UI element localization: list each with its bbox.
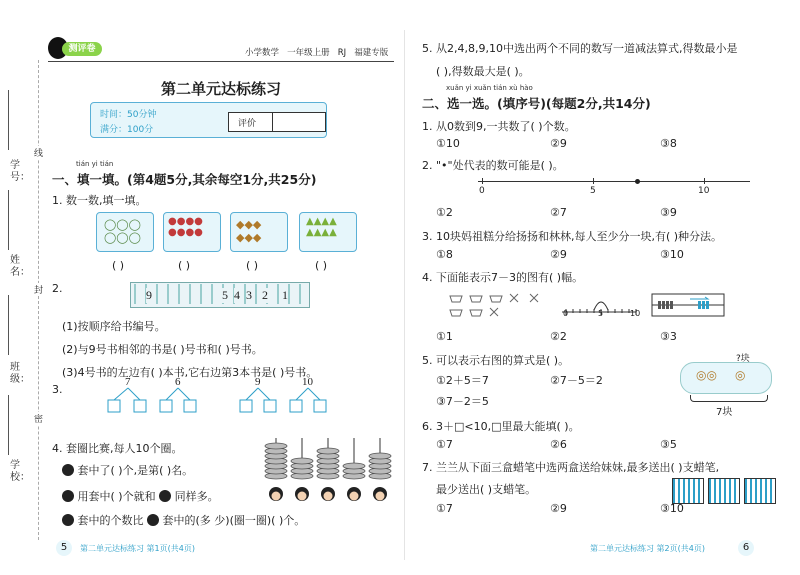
xian-mark: 线 bbox=[34, 146, 43, 159]
number-line-tick-0 bbox=[482, 178, 483, 184]
header-course bbox=[245, 46, 388, 58]
total-label: 7块 bbox=[716, 407, 733, 418]
s2-q7-line1: 7. 兰兰从下面三盒蜡笔中选两盒送给妹妹,最多送出( )支蜡笔, bbox=[422, 461, 720, 474]
s2-q4-opt1: ①1 bbox=[436, 330, 453, 343]
book-4: 4 bbox=[234, 288, 240, 302]
xuehao-label: 学号： bbox=[10, 160, 30, 183]
s2-q7-opt1: ①7 bbox=[436, 502, 453, 515]
feng-mark: 封 bbox=[34, 283, 43, 296]
s1-q2-s2: (2)与9号书相邻的书是( )号书和( )号书。 bbox=[62, 343, 263, 356]
s2-q6-opt1: ①7 bbox=[436, 438, 453, 451]
q4-axis-10: 10 bbox=[630, 309, 641, 318]
hands-picture bbox=[680, 362, 772, 394]
score-info: 满分：100分 bbox=[100, 125, 154, 135]
s1-q4-l1 bbox=[62, 462, 193, 478]
crayon-box-3 bbox=[744, 478, 776, 504]
region: 福建专版 bbox=[354, 48, 389, 58]
number-line-label-0: 0 bbox=[479, 186, 485, 196]
child-icon-3 bbox=[159, 490, 171, 502]
grade: 一年级上册 bbox=[287, 48, 330, 58]
s2-q4-text: 4. 下面能表示7－3的图有( )幅。 bbox=[422, 271, 584, 284]
q1-blank-1: ( ) bbox=[112, 259, 125, 272]
book-3: 3 bbox=[246, 288, 252, 302]
xingming-label: 姓名： bbox=[10, 255, 30, 278]
s2-q7-opt2: ②9 bbox=[550, 502, 567, 515]
page-title: 第二单元达标练习 bbox=[160, 80, 281, 98]
s1-q4-l3 bbox=[62, 512, 305, 528]
s1-q1-text: 1. 数一数,填一填。 bbox=[52, 194, 147, 207]
time-info: 时间：50分钟 bbox=[100, 110, 157, 120]
child-icon-5 bbox=[147, 514, 159, 526]
s2-q5-opt2: ②7－5＝2 bbox=[550, 374, 603, 387]
s2-q4-opt3: ③3 bbox=[660, 330, 677, 343]
cookie-icon-2: ◎ bbox=[735, 368, 746, 382]
header-rule bbox=[48, 61, 394, 62]
q4-line3b: 套中的(多 少)(圈一圈)( )个。 bbox=[162, 514, 306, 527]
number-line-label-5: 5 bbox=[590, 186, 596, 196]
q4-line1: 套中了( )个,是第( )名。 bbox=[77, 464, 194, 477]
fruit-icons-3: ◆◆◆ ◆◆◆ bbox=[236, 218, 262, 244]
s2-title: 二、选一选。(填序号)(每题2分,共14分) bbox=[422, 96, 651, 111]
eval-divider bbox=[272, 112, 273, 132]
q5-line1: 5. 从2,4,8,9,10中选出两个不同的数写一道减法算式,得数最小是 bbox=[422, 42, 738, 55]
page-fold bbox=[404, 30, 405, 560]
mi-mark: 密 bbox=[34, 412, 43, 425]
book-5: 5 bbox=[222, 288, 228, 302]
s2-q3-text: 3. 10块妈祖糕分给扬扬和林林,每人至少分一块,有( )种分法。 bbox=[422, 230, 723, 243]
q4-axis-0: 0 bbox=[563, 309, 569, 318]
number-line-dot bbox=[635, 179, 640, 184]
footer-page-right: 6 bbox=[738, 540, 754, 556]
number-line-label-10: 10 bbox=[698, 186, 710, 196]
split-top-7: 7 bbox=[125, 376, 131, 388]
s2-q3-opt3: ③10 bbox=[660, 248, 684, 261]
s1-title: 一、填一填。(第4题5分,其余每空1分,共25分) bbox=[52, 172, 317, 187]
crayon-box-2 bbox=[708, 478, 740, 504]
fruit-icons-2: ●●●● ●●●● bbox=[168, 216, 203, 238]
book-1: 1 bbox=[282, 288, 288, 302]
s2-q2-opt1: ①2 bbox=[436, 206, 453, 219]
s2-q1-text: 1. 从0数到9,一共数了( )个数。 bbox=[422, 120, 576, 133]
course: 小学数学 bbox=[245, 48, 280, 58]
footer-text-right: 第二单元达标练习 第2页(共4页) bbox=[590, 544, 705, 553]
s2-q2-opt2: ②7 bbox=[550, 206, 567, 219]
xuexiao-label: 学校： bbox=[10, 460, 30, 483]
number-line-tick-5 bbox=[593, 178, 594, 184]
split-top-10: 10 bbox=[302, 376, 313, 388]
q5-line2: ( ),得数最大是( )。 bbox=[436, 65, 530, 78]
s2-q5-opt1: ①2＋5＝7 bbox=[436, 374, 489, 387]
q4-picture-3-abacus bbox=[650, 290, 726, 320]
child-icon-1 bbox=[62, 464, 74, 476]
s2-q3-opt1: ①8 bbox=[436, 248, 453, 261]
s2-q5-opt3: ③7－2＝5 bbox=[436, 395, 489, 408]
s2-q1-opt1: ①10 bbox=[436, 137, 460, 150]
split-top-9: 9 bbox=[255, 376, 261, 388]
edition: RJ bbox=[337, 48, 347, 58]
q1-blank-3: ( ) bbox=[246, 259, 259, 272]
s1-pinyin: tián yi tián bbox=[76, 160, 114, 168]
s2-q1-opt2: ②9 bbox=[550, 137, 567, 150]
s2-q1-opt3: ③8 bbox=[660, 137, 677, 150]
s1-q2-num: 2. bbox=[52, 282, 63, 295]
s2-pinyin: xuǎn yi xuǎn tián xù hào bbox=[446, 84, 533, 92]
s1-q4-l2 bbox=[62, 488, 219, 504]
q4-picture-1 bbox=[446, 290, 546, 320]
s2-q6-opt2: ②6 bbox=[550, 438, 567, 451]
binding-underline-4 bbox=[8, 395, 9, 455]
q4-axis-5: 5 bbox=[598, 309, 604, 318]
number-line-tick-10 bbox=[704, 178, 705, 184]
binding-underline-1 bbox=[8, 90, 9, 150]
binding-line bbox=[38, 60, 39, 540]
s2-q7-opt3: ③10 bbox=[660, 502, 684, 515]
banji-label: 班级： bbox=[10, 362, 30, 385]
s1-q2-s3: (3)4号书的左边有( )本书,它右边第3本书是( )号书。 bbox=[62, 366, 318, 379]
s2-q7-line2: 最少送出( )支蜡笔。 bbox=[436, 483, 537, 496]
s2-q2-text: 2. "•"处代表的数可能是( )。 bbox=[422, 159, 564, 172]
book-stripes bbox=[134, 284, 304, 304]
s1-q3-num: 3. bbox=[52, 383, 63, 396]
fruit-icons-4: ▲▲▲▲ ▲▲▲▲ bbox=[306, 216, 337, 238]
crayon-box-1 bbox=[672, 478, 704, 504]
split-top-6: 6 bbox=[175, 376, 181, 388]
s2-q3-opt2: ②9 bbox=[550, 248, 567, 261]
s2-q6-text: 6. 3＋□<10,□里最大能填( )。 bbox=[422, 420, 580, 433]
child-icon-2 bbox=[62, 490, 74, 502]
badge: 测评卷 bbox=[62, 42, 102, 56]
q4-line3: 套中的个数比 bbox=[77, 514, 144, 527]
brace-line bbox=[690, 395, 768, 402]
eval-label: 评价 bbox=[238, 119, 257, 129]
q1-blank-4: ( ) bbox=[315, 259, 328, 272]
child-icon-4 bbox=[62, 514, 74, 526]
q1-blank-2: ( ) bbox=[178, 259, 191, 272]
s2-q2-opt3: ③9 bbox=[660, 206, 677, 219]
cookie-icon: ◎◎ bbox=[696, 368, 717, 382]
s2-q6-opt3: ③5 bbox=[660, 438, 677, 451]
ring-stacks bbox=[262, 436, 394, 506]
footer-page-left: 5 bbox=[56, 540, 72, 556]
book-9: 9 bbox=[146, 288, 152, 302]
footer-text-left: 第二单元达标练习 第1页(共4页) bbox=[80, 544, 195, 553]
s2-q4-opt2: ②2 bbox=[550, 330, 567, 343]
binding-underline-3 bbox=[8, 295, 9, 355]
book-2: 2 bbox=[262, 288, 268, 302]
s1-q4-text: 4. 套圈比赛,每人10个圈。 bbox=[52, 442, 183, 455]
s1-q2-s1: (1)按顺序给书编号。 bbox=[62, 320, 166, 333]
fruit-icons-1: ◯◯◯ ◯◯◯ bbox=[104, 218, 141, 244]
q4-line2b: 同样多。 bbox=[174, 490, 219, 503]
q4-line2: 用套中( )个就和 bbox=[77, 490, 156, 503]
number-line bbox=[478, 181, 750, 182]
s2-q5-text: 5. 可以表示右图的算式是( )。 bbox=[422, 354, 570, 367]
binding-underline-2 bbox=[8, 190, 9, 250]
unknown-label: ?块 bbox=[736, 354, 750, 364]
